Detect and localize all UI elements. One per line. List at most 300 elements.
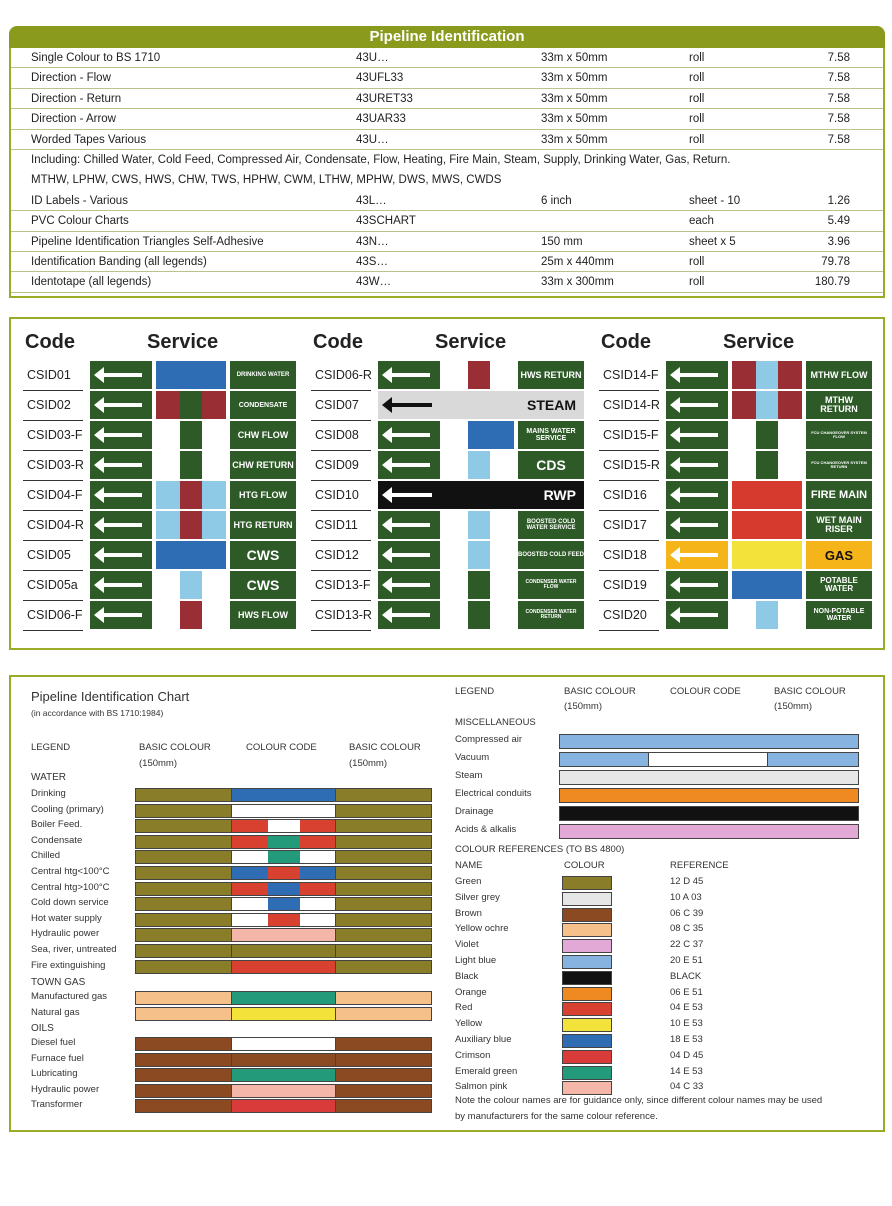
arrow-left-icon	[678, 433, 718, 437]
code-underline	[311, 630, 371, 631]
colour-code-segment	[232, 897, 268, 911]
misc-colour-bar	[559, 824, 859, 839]
arrow-left-icon	[102, 373, 142, 377]
price-row	[11, 272, 883, 292]
product-unit: sheet x 5	[689, 235, 736, 248]
reference-colour-swatch	[562, 908, 612, 922]
marker-code: CSID15-F	[603, 428, 659, 442]
basic-colour-swatch	[135, 1053, 232, 1067]
band-segment	[180, 601, 202, 629]
product-unit: roll	[689, 52, 705, 64]
code-underline	[599, 630, 659, 631]
includes-note: MTHW, LPHW, CWS, HWS, CHW, TWS, HPHW, CWM, LTHW, MPHW, DWS, MWS, CWDS	[31, 174, 502, 187]
misc-heading: MISCELLANEOUS	[455, 717, 536, 728]
marker-row	[23, 541, 298, 569]
basic-colour-size-right-2: (150mm)	[774, 701, 813, 712]
basic-colour-swatch	[335, 835, 432, 849]
colour-band	[156, 421, 226, 449]
legend-name: Boiler Feed.	[31, 819, 83, 831]
band-segment	[202, 391, 226, 419]
marker-row	[311, 451, 586, 479]
marker-grid	[9, 317, 885, 650]
basic-colour-swatch	[135, 1007, 232, 1021]
marker-code: CSID05	[27, 548, 71, 562]
product-code: 43U…	[356, 133, 389, 146]
reference-colour-swatch	[562, 939, 612, 953]
colour-band	[444, 601, 514, 629]
arrow-panel	[666, 571, 728, 599]
colour-band	[156, 601, 226, 629]
identification-chart	[9, 675, 885, 1132]
reference-name: Black	[455, 970, 479, 982]
marker-row	[311, 601, 586, 629]
marker-row	[599, 601, 874, 629]
price-row	[11, 48, 883, 68]
legend-header: LEGEND	[31, 742, 71, 753]
product-unit: roll	[689, 113, 705, 126]
band-segment	[180, 571, 202, 599]
arrow-left-icon	[390, 523, 430, 527]
colour-band	[732, 361, 802, 389]
arrow-left-icon	[678, 463, 718, 467]
marker-row	[23, 361, 298, 389]
legend-name: Chilled	[31, 850, 61, 862]
band-segment	[180, 481, 202, 509]
reference-colour-swatch	[562, 1018, 612, 1032]
band-segment	[180, 511, 202, 539]
colour-code-segment	[300, 850, 335, 864]
band-segment	[444, 421, 468, 449]
marker-label: HWS RETURN	[518, 361, 584, 389]
colour-code-segment	[268, 882, 300, 896]
arrow-panel	[666, 541, 728, 569]
arrow-left-icon	[102, 433, 142, 437]
reference-code: 20 E 51	[670, 955, 703, 966]
marker-row	[311, 541, 586, 569]
legend-name: Condensate	[31, 834, 83, 846]
band-segment	[444, 361, 468, 389]
service-header: Service	[435, 331, 507, 353]
marker-code: CSID11	[315, 518, 358, 532]
band-segment	[468, 571, 490, 599]
basic-colour-swatch	[135, 1084, 232, 1098]
legend-name: Hot water supply	[31, 912, 102, 924]
arrow-panel	[90, 481, 152, 509]
reference-code: 06 C 39	[670, 907, 704, 919]
colour-code-segment	[268, 835, 300, 849]
marker-row	[599, 391, 874, 419]
wide-marker	[378, 481, 584, 509]
basic-colour-header: BASIC COLOUR	[139, 742, 211, 753]
colour-code-segment	[300, 1084, 335, 1098]
code-header: Code	[313, 331, 363, 353]
product-size: 33m x 50mm	[541, 52, 608, 64]
reference-code: 10 A 03	[670, 891, 702, 903]
band-segment	[732, 361, 756, 389]
legend-header-right: LEGEND	[455, 686, 495, 697]
colour-code-segment	[268, 1084, 300, 1098]
price-table	[9, 48, 885, 298]
product-unit: roll	[689, 72, 705, 85]
basic-colour-swatch	[335, 850, 432, 864]
marker-label: HTG RETURN	[230, 511, 296, 539]
colour-band	[444, 361, 514, 389]
band-segment	[490, 571, 514, 599]
arrow-left-icon	[678, 523, 718, 527]
product-unit: roll	[689, 92, 705, 105]
colour-band	[156, 571, 226, 599]
colour-code-segment	[232, 866, 268, 880]
colour-band	[732, 601, 802, 629]
band-segment	[490, 511, 514, 539]
arrow-left-icon	[102, 403, 142, 407]
band-segment	[490, 361, 514, 389]
misc-colour-bar	[559, 806, 859, 821]
product-unit: roll	[689, 133, 705, 146]
price-row	[11, 130, 883, 150]
reference-code: 04 C 33	[670, 1081, 704, 1093]
band-segment	[202, 421, 226, 449]
arrow-left-icon	[102, 493, 142, 497]
reference-name: Auxiliary blue	[455, 1034, 512, 1045]
legend-name: Fire extinguishing	[31, 959, 106, 971]
arrow-left-icon	[102, 523, 142, 527]
colour-code-segment	[300, 1007, 335, 1021]
band-segment	[156, 391, 180, 419]
legend-name: Central htg>100°C	[31, 881, 110, 893]
colour-code-segment	[300, 1068, 335, 1082]
colour-code-segment	[232, 819, 268, 833]
reference-colour-swatch	[562, 1002, 612, 1016]
basic-colour-size: (150mm)	[139, 758, 178, 769]
product-unit: roll	[689, 276, 705, 289]
band-segment	[444, 601, 468, 629]
misc-name: Electrical conduits	[455, 788, 532, 799]
product-name: ID Labels - Various	[31, 194, 128, 207]
marker-code: CSID02	[27, 398, 71, 412]
arrow-panel	[90, 421, 152, 449]
arrow-panel	[666, 601, 728, 629]
colour-code-header-right: COLOUR CODE	[670, 686, 741, 697]
colour-code-segment	[300, 928, 335, 942]
band-segment	[732, 451, 756, 479]
product-code: 43SCHART	[356, 215, 416, 228]
basic-colour-header-right: BASIC COLOUR	[564, 686, 636, 697]
product-unit: roll	[689, 255, 705, 268]
colour-references-heading: COLOUR REFERENCES (TO BS 4800)	[455, 844, 625, 855]
basic-colour-swatch	[135, 1037, 232, 1051]
marker-label: WET MAIN RISER	[806, 511, 872, 539]
product-size: 33m x 50mm	[541, 92, 608, 105]
band-segment	[778, 361, 802, 389]
marker-label: NON-POTABLE WATER	[806, 601, 872, 629]
arrow-panel	[666, 391, 728, 419]
marker-row	[599, 541, 874, 569]
basic-colour-swatch	[335, 1068, 432, 1082]
marker-label: FCU CHANGEOVER SYSTEM FLOW	[806, 421, 872, 449]
marker-code: CSID12	[315, 548, 359, 562]
band-segment	[778, 421, 802, 449]
arrow-left-icon	[390, 403, 432, 407]
legend-name: Drinking	[31, 788, 66, 799]
marker-row	[311, 421, 586, 449]
basic-colour-swatch	[135, 882, 232, 896]
basic-colour-header-right-2: BASIC COLOUR	[774, 686, 846, 697]
band-segment	[468, 451, 490, 479]
band-segment	[490, 421, 514, 449]
basic-colour-swatch	[335, 1099, 432, 1113]
arrow-left-icon	[102, 583, 142, 587]
arrow-panel	[666, 481, 728, 509]
arrow-panel	[378, 451, 440, 479]
product-price: 7.58	[827, 133, 850, 146]
basic-colour-swatch	[135, 866, 232, 880]
band-segment	[202, 571, 226, 599]
colour-code-header: COLOUR CODE	[246, 742, 317, 753]
band-segment	[202, 511, 226, 539]
colour-code-segment	[268, 928, 300, 942]
legend-name: Furnace fuel	[31, 1052, 84, 1064]
misc-name: Acids & alkalis	[455, 824, 517, 835]
marker-label: CWS	[230, 571, 296, 599]
product-price: 7.58	[827, 92, 850, 105]
band-segment	[756, 451, 778, 479]
basic-colour-swatch	[135, 788, 232, 802]
basic-colour-swatch	[135, 960, 232, 974]
reference-name: Yellow ochre	[455, 923, 509, 935]
band-segment	[778, 601, 802, 629]
reference-name: Yellow	[455, 1018, 483, 1030]
basic-colour-swatch	[335, 991, 432, 1005]
arrow-panel	[90, 361, 152, 389]
colour-code-segment	[268, 960, 300, 974]
marker-label: CHW RETURN	[230, 451, 296, 479]
marker-label: CONDENSATE	[230, 391, 296, 419]
reference-name: Crimson	[455, 1049, 491, 1061]
code-header: Code	[25, 331, 75, 353]
arrow-panel	[378, 571, 440, 599]
reference-code: 22 C 37	[670, 939, 704, 951]
reference-name: Violet	[455, 939, 479, 951]
reference-name: Green	[455, 876, 482, 887]
reference-name: Light blue	[455, 955, 497, 966]
marker-code: CSID04-R	[27, 518, 84, 532]
reference-name: Silver grey	[455, 891, 500, 903]
misc-name: Vacuum	[455, 752, 490, 763]
marker-code: CSID07	[315, 398, 359, 412]
colour-code-segment	[300, 835, 335, 849]
legend-name: Manufactured gas	[31, 991, 108, 1002]
marker-code: CSID06-R	[315, 368, 372, 382]
misc-name: Steam	[455, 770, 483, 781]
marker-code: CSID14-F	[603, 368, 659, 382]
basic-colour-swatch	[335, 944, 432, 958]
marker-row	[23, 391, 298, 419]
arrow-panel	[666, 421, 728, 449]
marker-code: CSID04-F	[27, 488, 83, 502]
colour-code-segment	[300, 1037, 335, 1051]
band-segment	[778, 451, 802, 479]
basic-colour-swatch	[335, 928, 432, 942]
band-segment	[490, 451, 514, 479]
arrow-left-icon	[102, 553, 142, 557]
product-code: 43W…	[356, 276, 392, 289]
product-size: 6 inch	[541, 194, 572, 207]
service-header: Service	[147, 331, 219, 353]
product-code: 43UAR33	[356, 113, 406, 126]
band-segment	[444, 541, 468, 569]
colour-band	[732, 571, 802, 599]
arrow-panel	[90, 511, 152, 539]
arrow-left-icon	[678, 613, 718, 617]
reference-colour-swatch	[562, 892, 612, 906]
misc-colour-bar	[559, 770, 859, 785]
marker-label: GAS	[806, 541, 872, 569]
marker-row	[23, 421, 298, 449]
reference-code: 12 D 45	[670, 876, 704, 887]
arrow-left-icon	[390, 553, 430, 557]
includes-note: Including: Chilled Water, Cold Feed, Compressed Air, Condensate, Flow, Heating, Fire Main, Steam, Supply, Drinking Water, Gas, Return.	[31, 153, 731, 166]
band-segment	[490, 601, 514, 629]
reference-code: 10 E 53	[670, 1018, 703, 1030]
arrow-left-icon	[678, 583, 718, 587]
marker-label: BOOSTED COLD FEED	[518, 541, 584, 569]
band-segment	[156, 511, 180, 539]
arrow-left-icon	[678, 493, 718, 497]
arrow-left-icon	[390, 463, 430, 467]
marker-label: FIRE MAIN	[806, 481, 872, 509]
marker-code: CSID06-F	[27, 608, 83, 622]
product-code: 43U…	[356, 52, 389, 64]
band-segment	[732, 601, 756, 629]
legend-name: Central htg<100°C	[31, 866, 110, 877]
band-segment	[468, 511, 490, 539]
legend-name: Hydraulic power	[31, 1083, 100, 1095]
reference-code: 08 C 35	[670, 923, 704, 935]
reference-colour-swatch	[562, 987, 612, 1001]
colour-code-segment	[268, 1053, 300, 1067]
band-segment	[468, 421, 490, 449]
colour-code-segment	[300, 882, 335, 896]
colour-code-segment	[268, 866, 300, 880]
price-row	[11, 89, 883, 109]
arrow-left-icon	[390, 583, 430, 587]
arrow-left-icon	[390, 613, 430, 617]
basic-colour-swatch	[335, 1007, 432, 1021]
colour-code-segment	[268, 804, 300, 818]
colour-code-segment	[300, 788, 335, 802]
colour-header: COLOUR	[564, 860, 605, 871]
marker-label: HWS FLOW	[230, 601, 296, 629]
marker-code: CSID03-R	[27, 458, 84, 472]
band-segment	[468, 541, 490, 569]
basic-colour-swatch	[335, 866, 432, 880]
marker-label: CHW FLOW	[230, 421, 296, 449]
marker-row	[599, 451, 874, 479]
marker-code: CSID05a	[27, 578, 78, 592]
colour-code-segment	[268, 788, 300, 802]
colour-band	[732, 541, 802, 569]
product-code: 43S…	[356, 255, 388, 268]
band-segment	[444, 571, 468, 599]
product-size: 33m x 50mm	[541, 72, 608, 85]
marker-code: CSID03-F	[27, 428, 83, 442]
band-segment	[732, 391, 756, 419]
basic-colour-swatch	[135, 804, 232, 818]
band-segment	[444, 451, 468, 479]
reference-colour-swatch	[562, 923, 612, 937]
band-segment	[756, 391, 778, 419]
band-segment	[156, 571, 180, 599]
arrow-panel	[90, 601, 152, 629]
colour-code-segment	[268, 897, 300, 911]
product-size: 33m x 50mm	[541, 113, 608, 126]
price-row	[11, 109, 883, 129]
colour-code-segment	[232, 1068, 268, 1082]
band-segment	[202, 601, 226, 629]
reference-colour-swatch	[562, 1066, 612, 1080]
product-size: 150 mm	[541, 235, 583, 248]
arrow-left-icon	[102, 463, 142, 467]
reference-colour-swatch	[562, 1050, 612, 1064]
product-unit: each	[689, 215, 714, 228]
colour-band	[156, 361, 226, 389]
colour-band	[732, 451, 802, 479]
basic-colour-swatch	[135, 835, 232, 849]
band-segment	[468, 361, 490, 389]
band-segment	[444, 511, 468, 539]
marker-label: RWP	[543, 487, 576, 503]
colour-code-segment	[232, 804, 268, 818]
legend-name: Transformer	[31, 1099, 83, 1111]
band-segment	[180, 391, 202, 419]
reference-name: Brown	[455, 907, 482, 919]
basic-colour-header-2: BASIC COLOUR	[349, 742, 421, 753]
basic-colour-size-2: (150mm)	[349, 758, 388, 769]
marker-row	[599, 421, 874, 449]
arrow-left-icon	[390, 493, 432, 497]
colour-code-segment	[268, 913, 300, 927]
product-name: Direction - Arrow	[31, 113, 116, 126]
band-segment	[180, 421, 202, 449]
legend-name: Cooling (primary)	[31, 803, 104, 815]
colour-code-segment	[232, 1099, 268, 1113]
marker-row	[311, 361, 586, 389]
colour-code-segment	[232, 788, 268, 802]
arrow-panel	[378, 421, 440, 449]
marker-code: CSID16	[603, 488, 647, 502]
colour-code-segment	[232, 1084, 268, 1098]
legend-name: Sea, river, untreated	[31, 944, 117, 955]
product-code: 43N…	[356, 235, 389, 248]
arrow-panel	[378, 511, 440, 539]
basic-colour-swatch	[335, 882, 432, 896]
arrow-panel	[378, 541, 440, 569]
product-price: 79.78	[821, 255, 850, 268]
marker-code: CSID19	[603, 578, 647, 592]
reference-code: BLACK	[670, 970, 702, 982]
reference-colour-swatch	[562, 955, 612, 969]
arrow-left-icon	[390, 373, 430, 377]
basic-colour-swatch	[335, 897, 432, 911]
colour-band	[156, 511, 226, 539]
colour-band	[444, 511, 514, 539]
colour-code-segment	[300, 944, 335, 958]
basic-colour-size-right: (150mm)	[564, 701, 603, 712]
code-header: Code	[601, 331, 651, 353]
marker-code: CSID17	[603, 518, 647, 532]
product-name: PVC Colour Charts	[31, 215, 129, 228]
